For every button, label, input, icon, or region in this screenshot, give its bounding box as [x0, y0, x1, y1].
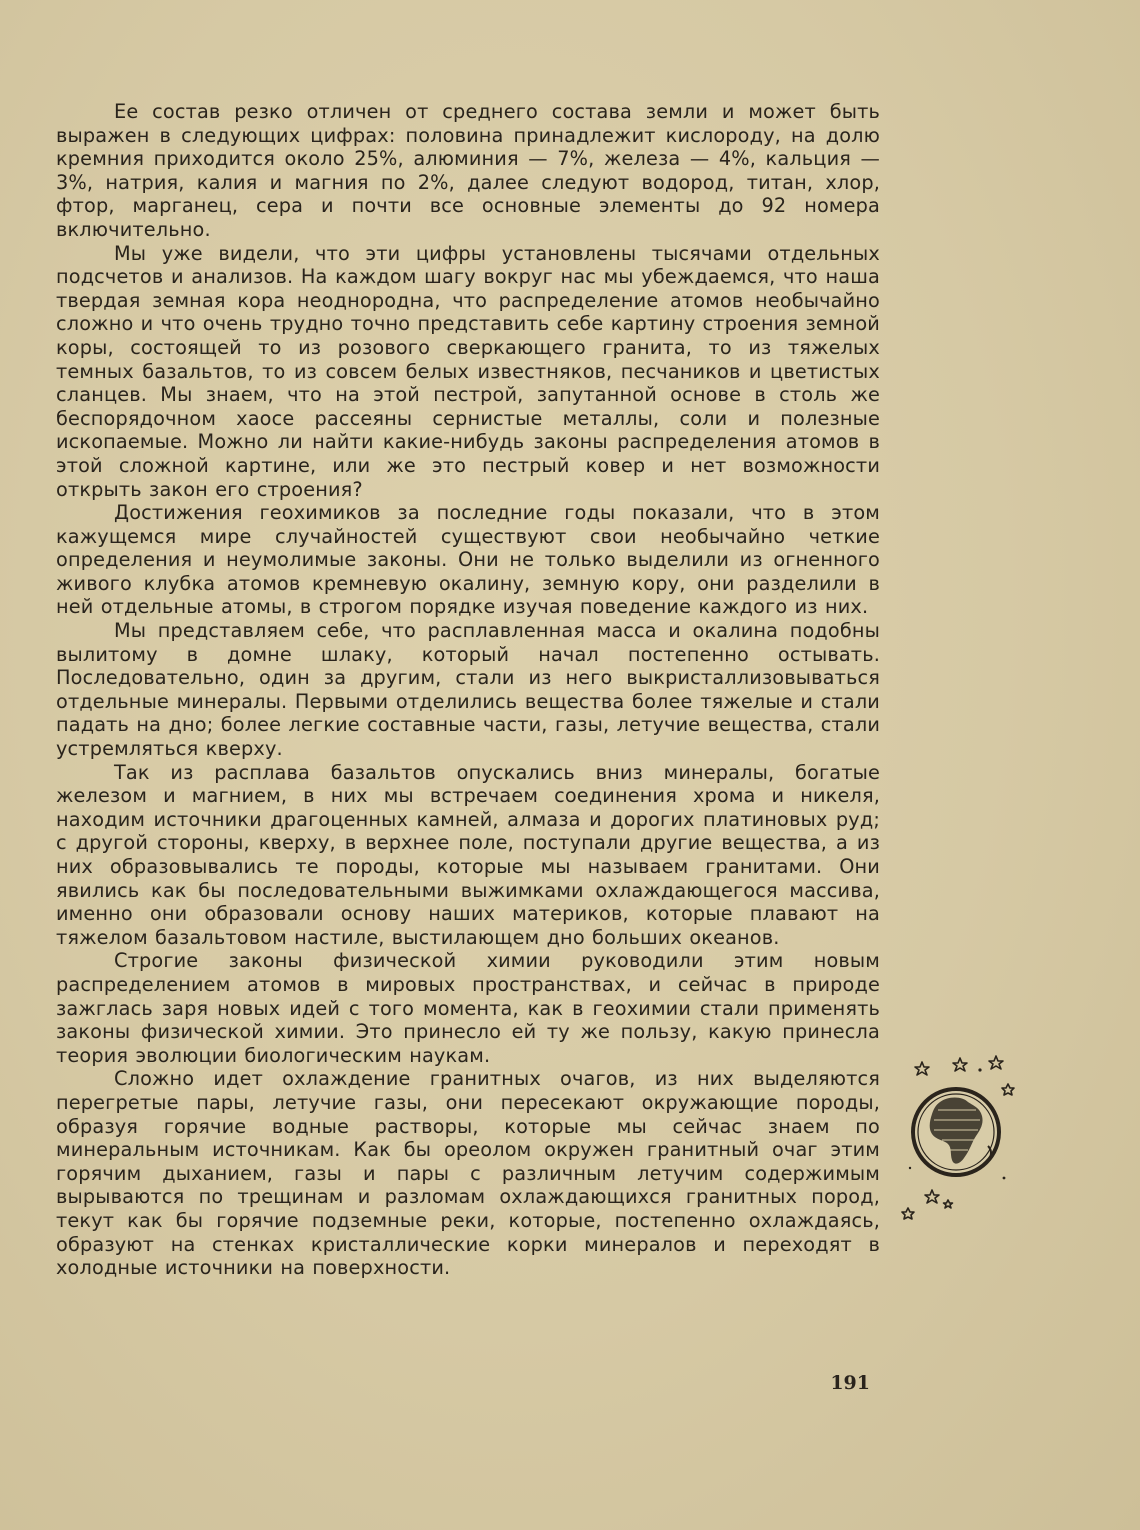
star-icon [953, 1058, 967, 1071]
paragraph-1: Ее состав резко отличен от среднего состава земли и может быть выражен в следующих цифрах: половина принадлежит кислороду, на долю кремния приходится около 25%, алюминия — 7%, железа — 4%, кальция — 3%, натрия, калия и магния по 2%, далее следуют водород, титан, хлор, фтор, марганец, сера и почти все основные элементы до 92 номера включительно. [56, 100, 880, 241]
star-icon [944, 1200, 953, 1208]
star-icon [989, 1056, 1003, 1069]
paragraph-5: Так из расплава базальтов опускались вниз минералы, богатые железом и магнием, в них мы встречаем соединения хрома и никеля, находим источники драгоценных камней, алмаза и дорогих платиновых руд; с другой стороны, кверху, в верхнее поле, поступали другие вещества, а из них образовывались те породы, которые мы называем гранитами. Они явились как бы последовательными выжимками охлаждающегося массива, именно они образовали основу наших материков, которые плавают на тяжелом базальтовом настиле, выстилающем дно больших океанов. [56, 760, 880, 949]
body-text [56, 100, 880, 1280]
paragraph-3: Достижения геохимиков за последние годы показали, что в этом кажущемся мире случайностей существуют свои необычайно четкие определения и неумолимые законы. Они не только выделили из огненного живого клубка атомов кремневую окалину, земную кору, они разделили в ней отдельные атомы, в строгом порядке изучая поведение каждого из них. [56, 501, 880, 619]
page-number: 191 [830, 1372, 870, 1394]
paragraph-4: Мы представляем себе, что расплавленная масса и окалина подобны вылитому в домне шлаку, который начал постепенно остывать. Последовательно, один за другим, стали из него выкристаллизовываться отдельные минералы. Первыми отделились вещества более тяжелые и стали падать на дно; более легкие составные части, газы, летучие вещества, стали устремляться кверху. [56, 619, 880, 761]
paragraph-6: Строгие законы физической химии руководили этим новым распределением атомов в мировых пространствах, и сейчас в природе зажглась заря новых идей с того момента, как в геохимии стали применять законы физической химии. Это принесло ей ту же пользу, какую принесла теория эволюции биологическим наукам. [56, 949, 880, 1067]
star-icon [902, 1208, 914, 1219]
star-icon [925, 1190, 939, 1203]
star-icon [1002, 1084, 1014, 1095]
star-icon [915, 1062, 929, 1075]
paragraph-2: Мы уже видели, что эти цифры установлены тысячами отдельных подсчетов и анализов. На каждом шагу вокруг нас мы убеждаемся, что наша твердая земная кора неоднородна, что распределение атомов необычайно сложно и что очень трудно точно представить себе картину строения земной коры, состоящей то из розового сверкающего гранита, то из тяжелых темных базальтов, то из совсем белых известняков, песчаников и цветистых сланцев. Мы знаем, что на этой пестрой, запутанной основе в столь же беспорядочном хаосе рассеяны сернистые металлы, соли и полезные ископаемые. Можно ли найти какие-нибудь законы распределения атомов в этой сложной картине, или же это пестрый ковер и нет возможности открыть закон его строения? [56, 241, 880, 501]
paragraph-7: Сложно идет охлаждение гранитных очагов, из них выделяются перегретые пары, летучие газы, они пересекают окружающие породы, образуя горячие водные растворы, которые мы сейчас знаем по минеральным источникам. Как бы ореолом окружен гранитный очаг этим горячим дыханием, газы и пары с различным летучим содержимым вырываются по трещинам и разломам охлаждающихся гранитных пород, текут как бы горячие подземные реки, которые, постепенно охлаждаясь, образуют на стенках кристаллические корки минералов и переходят в холодные источники на поверхности. [56, 1067, 880, 1280]
globe-stars-icon [896, 1050, 1028, 1230]
